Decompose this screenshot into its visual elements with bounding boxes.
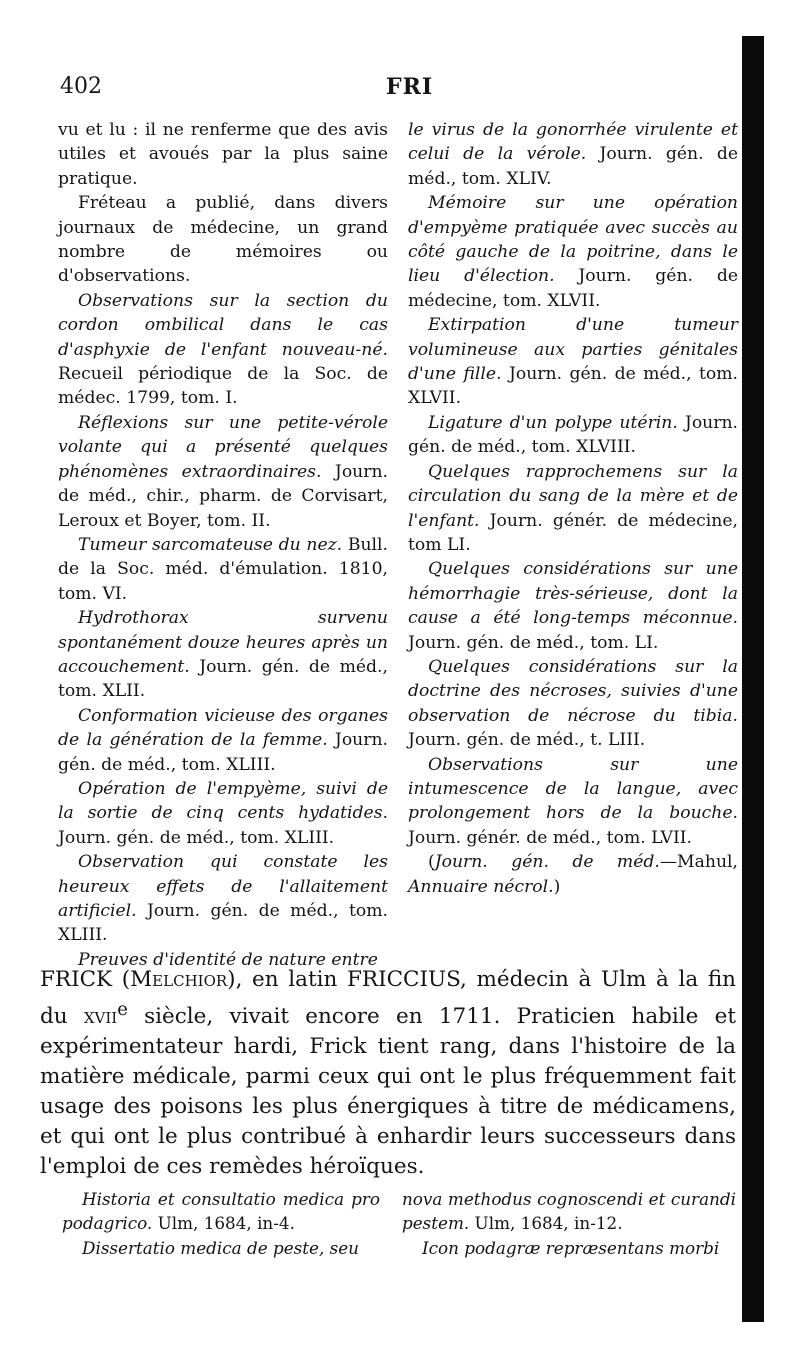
entry-reference: Journ. gén. de méd., tom. XLVIII. xyxy=(408,412,738,458)
entry-title: Hydrothorax survenu spontanément douze heures après un accouchement. xyxy=(58,608,388,677)
entry-title: Historia et consultatio medica pro podagrico. xyxy=(62,1189,380,1234)
bibliography-entry xyxy=(402,1236,736,1260)
entry-reference: Bull. de la Soc. méd. d'émulation. 1810, tom. VI. xyxy=(58,534,389,604)
source-citation: (Journ. gén. de méd.—Mahul, Annuaire nécrol.) xyxy=(408,852,738,897)
entry-reference: Journ. gén. de méd., tom. XLIII. xyxy=(58,901,388,946)
entry-title: Réflexions sur une petite-vérole volante qui a présenté quelques phénomènes extraordinaires. xyxy=(58,412,388,482)
bibliography-entry xyxy=(58,411,388,533)
entry-title: Observations sur une intumescence de la langue, avec prolongement hors de la bouche. xyxy=(408,754,738,824)
paragraph: Fréteau a publié, dans divers journaux de médecine, un grand nombre de mémoires ou d'observations. xyxy=(58,193,388,287)
entry-reference: Journ. gén. de méd., tom. XLIV. xyxy=(408,144,739,189)
entry-title: Observation qui constate les heureux effets de l'allaitement artificiel. xyxy=(58,852,388,921)
bibliography-entry xyxy=(408,655,738,753)
entry-title: Conformation vicieuse des organes de la génération de la femme. xyxy=(58,705,388,751)
entry-reference: Ulm, 1684, in-12. xyxy=(469,1213,623,1234)
bibliography-entry-continued xyxy=(408,118,738,191)
bibliography-entry xyxy=(408,557,738,655)
entry-title: Quelques considérations sur une hémorrhagie très-sérieuse, dont la cause a été long-temps méconnue. xyxy=(408,559,738,629)
entry-reference: Journ. gén. de méd., t. LIII. xyxy=(408,730,646,751)
left-column xyxy=(58,118,388,972)
entry-title: Extirpation d'une tumeur volumineuse aux parties génitales d'une fille. xyxy=(408,315,738,385)
bibliography-entry xyxy=(408,753,738,851)
biography-name: FRICK xyxy=(40,967,113,992)
entry-title: Preuves d'identité de nature entre xyxy=(78,949,378,970)
entry-reference: Journ. gén. de méd., tom. XLVII. xyxy=(408,364,738,409)
source-title: Journ. gén. de méd. xyxy=(434,852,660,873)
entry-reference: Journ. de méd., chir., pharm. de Corvisart, Leroux et Boyer, tom. II. xyxy=(58,461,388,531)
entry-title: Quelques rapprochemens sur la circulation du sang de la mère et de l'enfant. xyxy=(408,461,738,531)
page-number: 402 xyxy=(60,74,102,99)
bottom-right-column xyxy=(402,1187,736,1260)
bibliography-entry xyxy=(58,850,388,948)
bibliography-entry xyxy=(408,411,738,460)
biography-forename: Melchior xyxy=(130,967,228,992)
entry-title: nova methodus cognoscendi et curandi pestem. xyxy=(402,1189,736,1234)
entry-title: Observations sur la section du cordon ombilical dans le cas d'asphyxie de l'enfant nouveau-né. xyxy=(58,290,388,360)
bottom-left-column xyxy=(62,1187,380,1260)
bibliography-entry xyxy=(58,777,388,850)
right-column xyxy=(408,118,738,899)
entry-reference: Ulm, 1684, in-4. xyxy=(152,1213,295,1234)
entry-title: Dissertatio medica de peste, seu xyxy=(82,1237,359,1258)
entry-title: le virus de la gonorrhée virulente et celui de la vérole. xyxy=(408,120,738,165)
entry-title: Quelques considérations sur la doctrine des nécroses, suivies d'une observation de nécrose du tibia. xyxy=(408,656,738,726)
bibliography-entry xyxy=(58,533,388,606)
biography-paragraph: FRICK (Melchior), en latin FRICCIUS, médecin à Ulm à la fin du xvii$^e$ siècle, vivait encore en 1711. Praticien habile et expérimentateur hardi, Frick tient rang, dans l'histoire de la matière médicale, parmi ceux qui ont le plus fréquemment fait usage des poisons les plus énergiques à titre de médicamens, et qui ont le plus contribué à enhardir leurs successeurs dans l'emploi de ces remèdes héroïques. xyxy=(40,967,737,1180)
bibliography-entry xyxy=(62,1236,380,1260)
entry-title: Icon podagræ repræsentans morbi xyxy=(422,1237,720,1258)
century-numeral: xvii xyxy=(83,1004,118,1030)
entry-reference: Journ. gén. de médecine, tom. XLVII. xyxy=(408,266,739,311)
bibliography-entry xyxy=(408,191,738,313)
entry-reference: Recueil périodique de la Soc. de médec. 1799, tom. I. xyxy=(58,364,388,409)
biography-latin-name: FRICCIUS xyxy=(346,967,461,992)
scan-edge-shadow xyxy=(742,36,764,1322)
source-title: Annuaire nécrol. xyxy=(408,876,554,897)
paragraph: vu et lu : il ne renferme que des avis utiles et avoués par la plus saine pratique. xyxy=(58,120,388,189)
entry-reference: Journ. gén. de méd., tom. LI. xyxy=(408,632,659,653)
entry-reference: Journ. gén. de méd., tom. XLIII. xyxy=(58,730,388,775)
running-head: FRI xyxy=(386,74,434,100)
entry-title: Ligature d'un polype utérin. xyxy=(428,412,678,433)
entry-reference: Journ. gén. de méd., tom. XLIII. xyxy=(58,827,335,848)
entry-title: Opération de l'empyème, suivi de la sortie de cinq cents hydatides. xyxy=(58,778,388,824)
bibliography-entry xyxy=(58,704,388,777)
entry-title: Tumeur sarcomateuse du nez. xyxy=(78,534,343,555)
bibliography-entry xyxy=(408,460,738,558)
bibliography-entry xyxy=(58,606,388,704)
entry-reference: Journ. génér. de médecine, tom LI. xyxy=(408,510,738,555)
bibliography-entry-continued xyxy=(402,1187,736,1236)
entry-reference: Journ. génér. de méd., tom. LVII. xyxy=(408,827,692,848)
bibliography-entry xyxy=(58,289,388,411)
bibliography-entry xyxy=(408,313,738,411)
entry-reference: Journ. gén. de méd., tom. XLII. xyxy=(58,656,388,702)
bibliography-entry xyxy=(62,1187,380,1236)
entry-title: Mémoire sur une opération d'empyème pratiquée avec succès au côté gauche de la poitrine, dans le lieu d'élection. xyxy=(408,193,738,287)
